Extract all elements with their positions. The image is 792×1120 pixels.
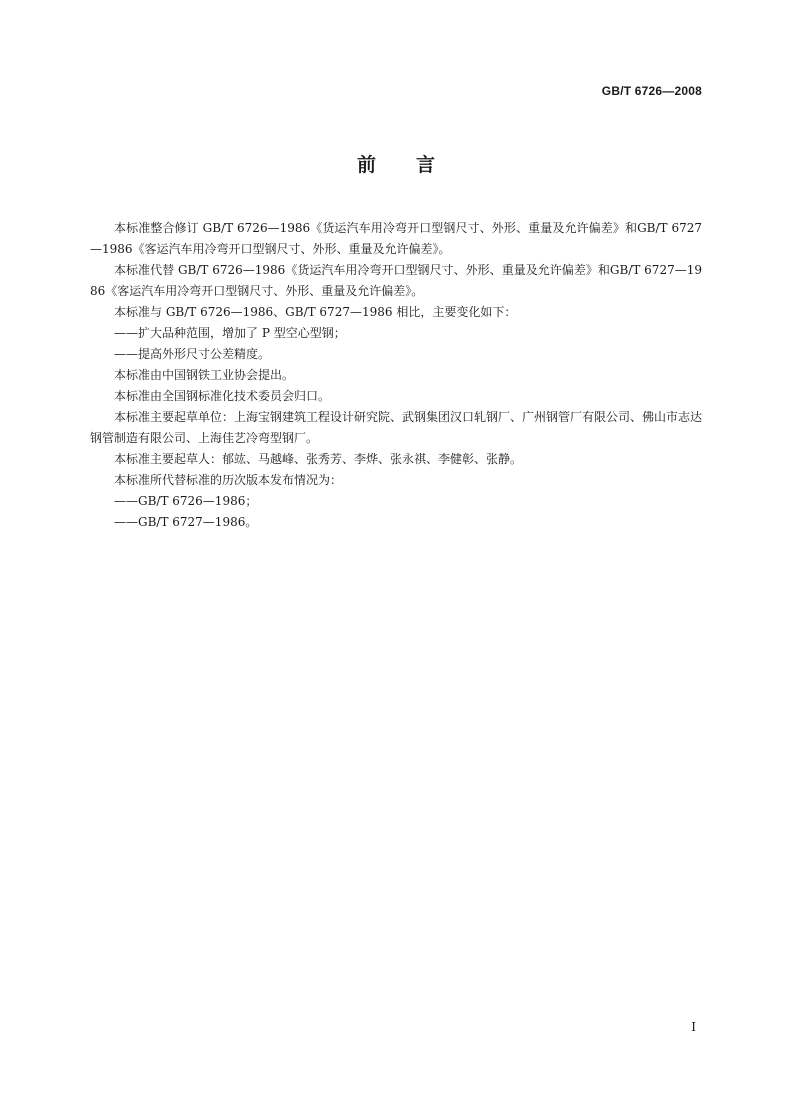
paragraph-changes-intro: 本标准与 GB/T 6726—1986、GB/T 6727—1986 相比，主要变化如下： — [114, 305, 517, 319]
paragraph-proposer: 本标准由中国钢铁工业协会提出。 — [114, 368, 295, 382]
paragraph-history-intro: 本标准所代替标准的历次版本发布情况为： — [114, 473, 343, 487]
foreword-body — [90, 218, 702, 533]
page-title: 前言 — [356, 154, 475, 176]
list-item-history-1: ——GB/T 6726—1986； — [114, 494, 258, 508]
list-item-history-2: ——GB/T 6727—1986。 — [114, 515, 258, 529]
paragraph-drafters: 本标准主要起草人：郁竑、马越峰、张秀芳、李烨、张永祺、李健彰、张静。 — [114, 452, 523, 466]
paragraph-revision: 本标准整合修订 GB/T 6726—1986《货运汽车用冷弯开口型钢尺寸、外形、重量及允许偏差》和GB/T 6727—1986《客运汽车用冷弯开口型钢尺寸、外形、重量及允许偏差》。 — [90, 221, 702, 256]
paragraph-administrator: 本标准由全国钢标准化技术委员会归口。 — [114, 389, 331, 403]
page-number: I — [691, 1020, 696, 1034]
paragraph-drafting-units: 本标准主要起草单位：上海宝钢建筑工程设计研究院、武钢集团汉口轧钢厂、广州钢管厂有限公司、佛山市志达钢管制造有限公司、上海佳艺冷弯型钢厂。 — [90, 410, 703, 445]
list-item-change-1: ——扩大品种范围，增加了 P 型空心型钢； — [114, 326, 346, 340]
list-item-change-2: ——提高外形尺寸公差精度。 — [114, 347, 271, 361]
paragraph-replacement: 本标准代替 GB/T 6726—1986《货运汽车用冷弯开口型钢尺寸、外形、重量及允许偏差》和GB/T 6727—1986《客运汽车用冷弯开口型钢尺寸、外形、重量及允许偏差》。 — [90, 263, 702, 298]
standard-code: GB/T 6726—2008 — [601, 84, 702, 98]
